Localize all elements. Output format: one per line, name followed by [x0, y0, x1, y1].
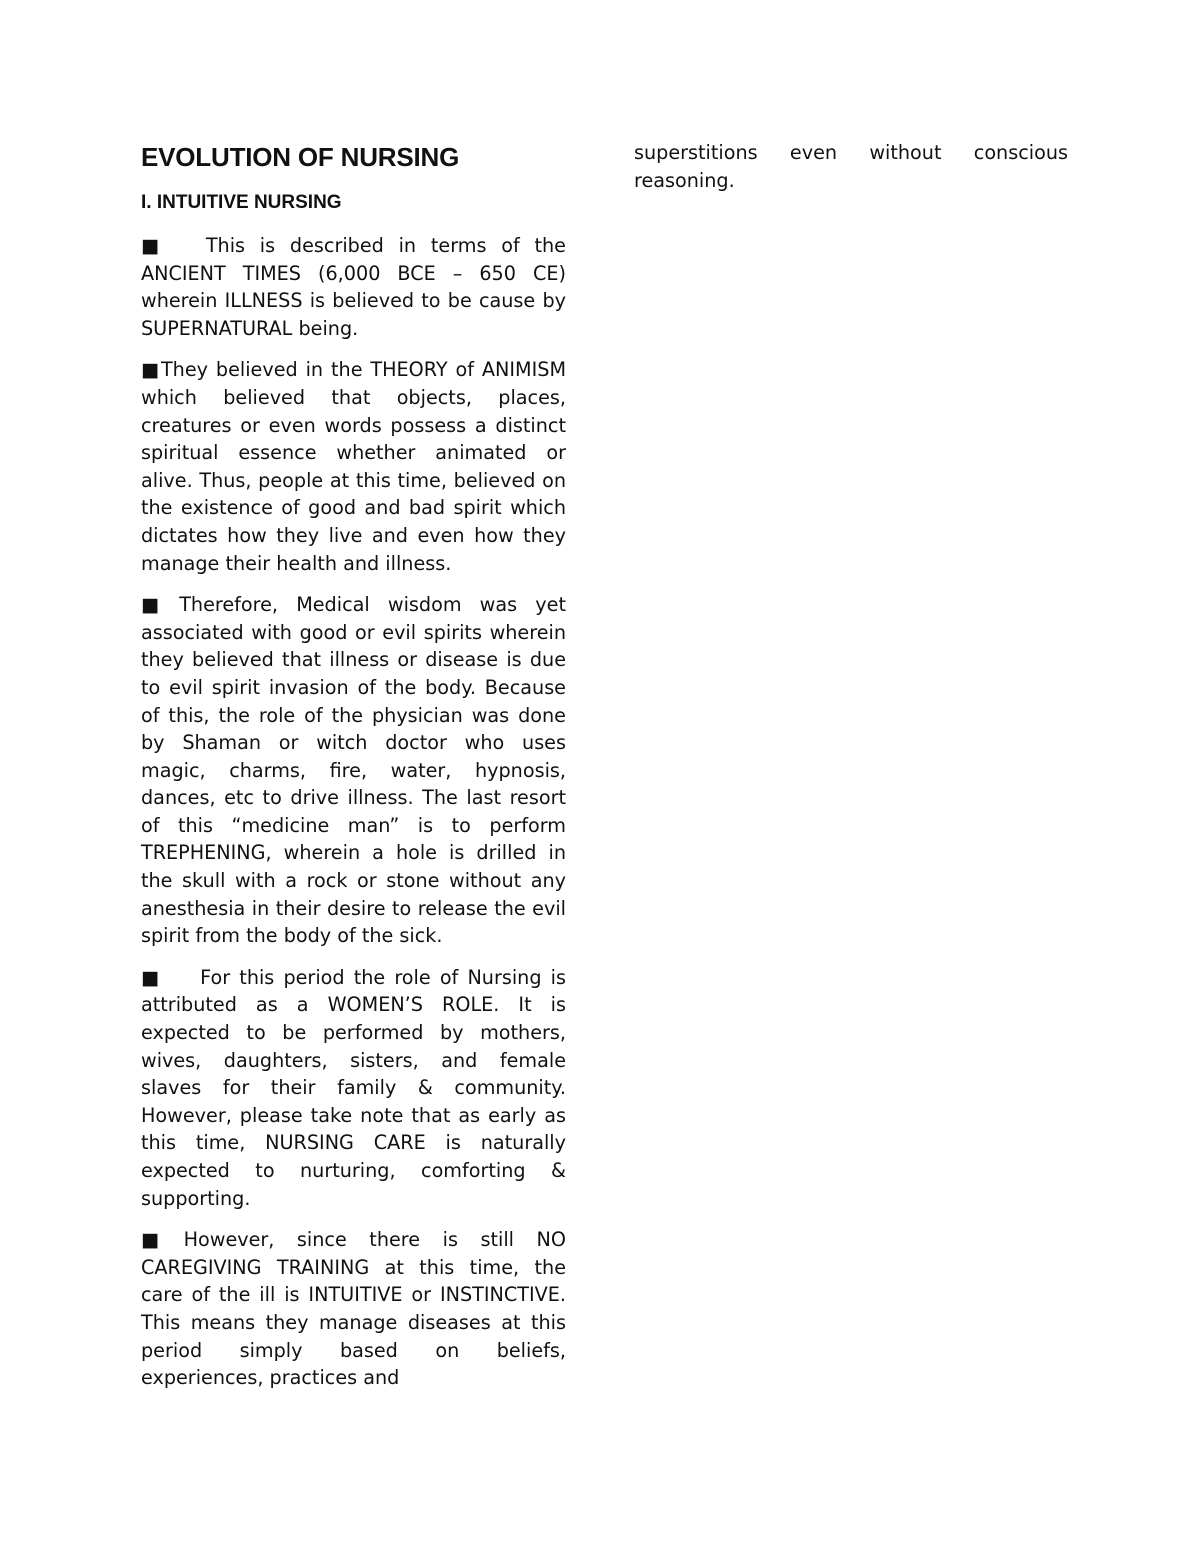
paragraph-ancient-times	[141, 232, 566, 342]
bullet-icon: ■	[141, 593, 172, 617]
paragraph-continuation: superstitions even without conscious reasoning.	[634, 141, 1068, 192]
paragraph-medical-wisdom	[141, 591, 566, 950]
paragraph-text: For this period the role of Nursing is attributed as a WOMEN’S ROLE. It is expected to be performed by mothers, wives, daughters, sisters, and female slaves for their family & community. However, please take note that as early as this time, NURSING CARE is naturally expected to nurturing, comforting & supporting.	[141, 965, 566, 1210]
paragraph-text: This is described in terms of the ANCIENT TIMES (6,000 BCE – 650 CE) wherein ILLNESS is believed to be cause by SUPERNATURAL being.	[141, 234, 566, 340]
bullet-icon: ■	[141, 358, 161, 382]
left-column	[141, 140, 566, 1406]
paragraph-text: They believed in the THEORY of ANIMISM which believed that objects, places, creatures or even words possess a distinct spiritual essence whether animated or alive. Thus, people at this time, believed on the existence of good and bad spirit which dictates how they live and even how they manage their health and illness.	[141, 358, 567, 575]
paragraph-caregiving	[141, 1226, 566, 1392]
document-title: EVOLUTION OF NURSING	[141, 142, 460, 172]
bullet-icon: ■	[141, 1228, 176, 1252]
paragraph-text: However, since there is still NO CAREGIVING TRAINING at this time, the care of the ill is INTUITIVE or INSTINCTIVE. This means they manage diseases at this period simply based on beliefs, experiences, practices and	[141, 1228, 566, 1390]
paragraph-womens-role	[141, 964, 566, 1212]
right-column	[634, 139, 1068, 208]
paragraph-text: Therefore, Medical wisdom was yet associated with good or evil spirits wherein they believed that illness or disease is due to evil spirit invasion of the body. Because of this, the role of the physician was done by Shaman or witch doctor who uses magic, charms, fire, water, hypnosis, dances, etc to drive illness. The last resort of this “medicine man” is to perform TREPHENING, wherein a hole is drilled in the skull with a rock or stone without any anesthesia in their desire to release the evil spirit from the body of the sick.	[141, 593, 566, 948]
paragraph-animism	[141, 356, 566, 577]
bullet-icon: ■	[141, 234, 168, 257]
bullet-icon: ■	[141, 965, 163, 989]
section-heading: I. INTUITIVE NURSING	[141, 192, 342, 213]
